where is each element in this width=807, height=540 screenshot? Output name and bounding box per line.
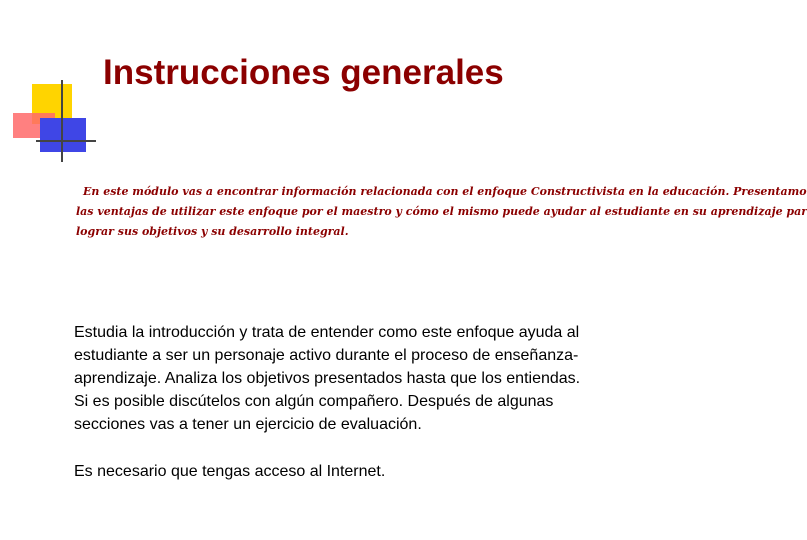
instructions-line: Si es posible discútelos con algún compañero. Después de algunas — [74, 393, 554, 410]
instructions-paragraph — [74, 321, 714, 436]
intro-line: En este módulo vas a encontrar información relacionada con el enfoque Constructivista en la educación. Presentamo — [83, 185, 807, 198]
decorative-vertical-line — [61, 80, 63, 162]
instructions-line: secciones vas a tener un ejercicio de evaluación. — [74, 416, 422, 433]
intro-paragraph — [76, 182, 807, 242]
slide-title: Instrucciones generales — [103, 53, 504, 92]
decorative-horizontal-line — [36, 140, 96, 142]
intro-line: las ventajas de utilizar este enfoque por el maestro y cómo el mismo puede ayudar al estudiante en su aprendizaje par — [76, 205, 807, 218]
internet-requirement-note: Es necesario que tengas acceso al Internet. — [74, 463, 386, 480]
instructions-line: aprendizaje. Analiza los objetivos presentados hasta que los entiendas. — [74, 370, 581, 387]
decorative-blue-square — [40, 118, 86, 152]
instructions-line: Estudia la introducción y trata de entender como este enfoque ayuda al — [74, 324, 580, 341]
instructions-line: estudiante a ser un personaje activo durante el proceso de enseñanza- — [74, 347, 579, 364]
intro-line: lograr sus objetivos y su desarrollo integral. — [76, 225, 349, 238]
